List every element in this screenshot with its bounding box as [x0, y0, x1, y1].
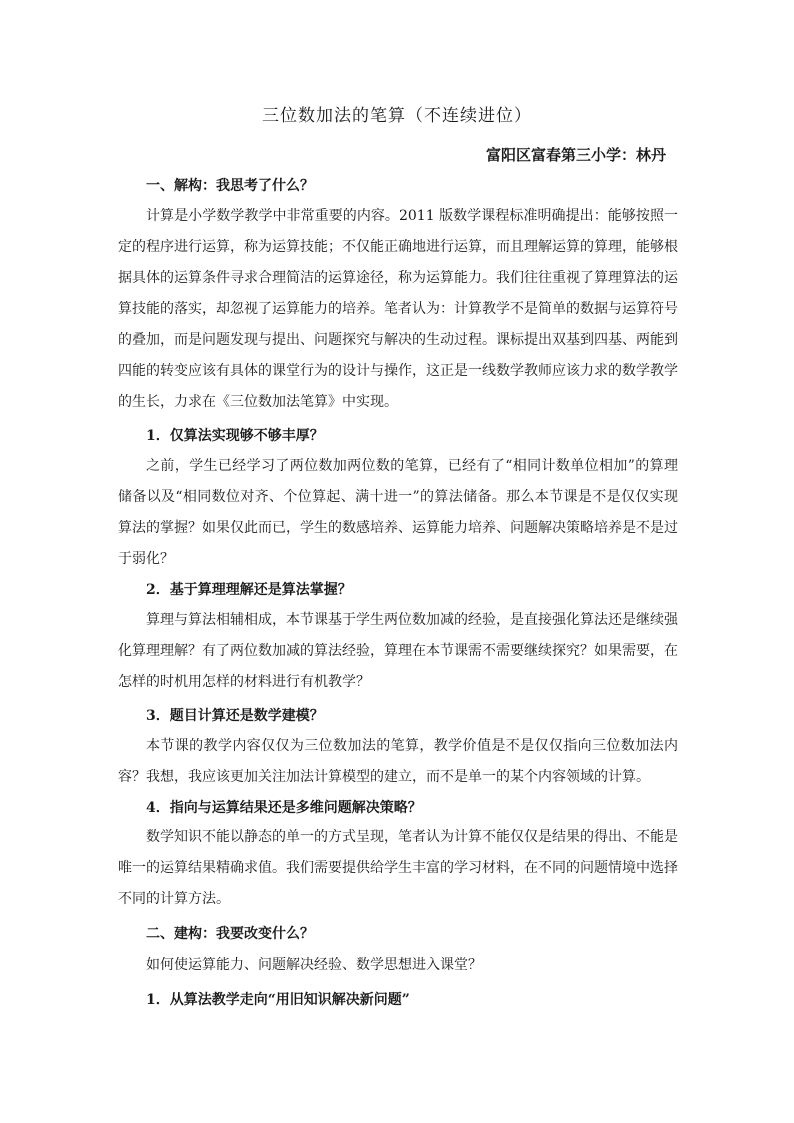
question-1-paragraph: 之前，学生已经学习了两位数加两位数的笔算，已经有了“相同计数单位相加”的算理储备以及“相同数位对齐、个位算起、满十进一”的算法储备。那么本节课是不是仅仅实现算法的掌握？如果仅此而已，学生的数感培养、运算能力培养、问题解决策略培养是不是过于弱化？	[118, 458, 678, 567]
question-heading-1: 1．仅算法实现够不够丰厚？	[146, 428, 324, 444]
question-heading-3: 3．题目计算还是数学建模？	[146, 708, 324, 724]
question-heading-4: 4．指向与运算结果还是多维问题解决策略？	[146, 800, 422, 816]
section-2-paragraph: 如何使运算能力、问题解决经验、数学思想进入课堂？	[146, 957, 482, 973]
author-line: 富阳区富春第三小学：林丹	[485, 146, 666, 164]
question-3-paragraph: 本节课的教学内容仅仅为三位数加法的笔算，教学价值是不是仅仅指向三位数加法内容？我想，我应该更加关注加法计算模型的建立，而不是单一的某个内容领域的计算。	[118, 738, 678, 785]
question-4-paragraph: 数学知识不能以静态的单一的方式呈现，笔者认为计算不能仅仅是结果的得出、不能是唯一的运算结果精确求值。我们需要提供给学生丰富的学习材料，在不同的问题情境中选择不同的计算方法。	[118, 829, 678, 907]
section-1-paragraph: 计算是小学数学教学中非常重要的内容。2011 版数学课程标准明确提出：能够按照一定的程序进行运算，称为运算技能；不仅能正确地进行运算，而且理解运算的算理，能够根据具体的运算条件寻求合理简洁的运算途径，称为运算能力。我们往往重视了算理算法的运算技能的落实，却忽视了运算能力的培养。笔者认为：计算教学不是简单的数据与运算符号的叠加，而是问题发现与提出、问题探究与解决的生动过程。课标提出双基到四基、两能到四能的转变应该有具体的课堂行为的设计与操作，这正是一线数学教师应该力求的数学教学的生长，力求在《三位数加法笔算》中实现。	[118, 208, 678, 410]
document-title: 三位数加法的笔算（不连续进位）	[262, 106, 532, 126]
question-heading-2: 2．基于算理理解还是算法掌握？	[146, 582, 352, 598]
question-2-paragraph: 算理与算法相辅相成，本节课基于学生两位数加减的经验，是直接强化算法还是继续强化算理理解？有了两位数加减的算法经验，算理在本节课需不需要继续探究？如果需要，在怎样的时机用怎样的材料进行有机教学？	[118, 612, 678, 690]
section-heading-1: 一、解构：我思考了什么？	[146, 178, 314, 194]
section-heading-2: 二、建构：我要改变什么？	[146, 926, 314, 942]
reform-heading-1: 1．从算法教学走向“用旧知识解决新问题”	[146, 992, 410, 1008]
